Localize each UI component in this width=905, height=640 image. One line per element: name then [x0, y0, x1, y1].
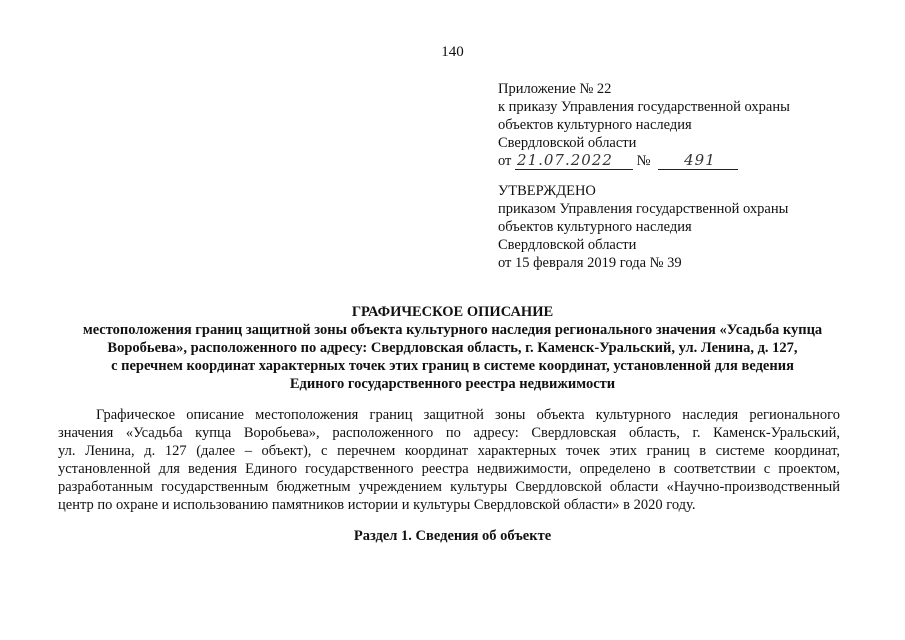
- number-field: [658, 153, 738, 170]
- appendix-line: к приказу Управления государственной охраны: [498, 99, 790, 115]
- document-title: [40, 303, 865, 393]
- approved-label: УТВЕРЖДЕНО: [498, 183, 596, 199]
- title-line: ГРАФИЧЕСКОЕ ОПИСАНИЕ: [351, 304, 554, 320]
- appendix-line: Приложение № 22: [498, 81, 612, 97]
- paragraph-line: разработанным государственным бюджетным учреждением культуры Свердловской области «Научно-производственный: [58, 479, 840, 495]
- paragraph-line: ул. Ленина, д. 127 (далее – объект), с перечнем координат характерных точек этих границ в системе координат,: [58, 443, 840, 459]
- body-paragraph: [58, 406, 840, 514]
- number-prefix: №: [636, 153, 651, 169]
- appendix-line: объектов культурного наследия: [498, 117, 692, 133]
- handwritten-date: 21.07.2022: [517, 151, 613, 169]
- date-field: [515, 153, 633, 170]
- approved-header: [498, 182, 858, 272]
- date-prefix: от: [498, 153, 512, 169]
- title-line: с перечнем координат характерных точек этих границ в системе координат, установленной для ведения: [111, 358, 794, 374]
- paragraph-line: центр по охране и использованию памятников истории и культуры Свердловской области» в 2020 году.: [58, 497, 696, 513]
- section-heading: Раздел 1. Сведения об объекте: [353, 528, 552, 544]
- title-line: местоположения границ защитной зоны объекта культурного наследия регионального значения «Усадьба купца: [82, 322, 823, 338]
- paragraph-line: установленной для ведения Единого государственного реестра недвижимости, определено в соответствии с проектом,: [58, 461, 840, 477]
- appendix-date-line: [498, 152, 858, 170]
- paragraph-line: Графическое описание местоположения границ защитной зоны объекта культурного наследия регионального: [96, 407, 840, 423]
- title-line: Единого государственного реестра недвижимости: [289, 376, 616, 392]
- approved-line: от 15 февраля 2019 года № 39: [498, 255, 682, 271]
- paragraph-line: значения «Усадьба купца Воробьева», расположенного по адресу: Свердловская область, г. Каменск-Уральский,: [58, 425, 840, 441]
- approved-line: объектов культурного наследия: [498, 219, 692, 235]
- handwritten-number: 491: [684, 151, 716, 169]
- approved-line: Свердловской области: [498, 237, 637, 253]
- appendix-line: Свердловской области: [498, 135, 637, 151]
- title-line: Воробьева», расположенного по адресу: Свердловская область, г. Каменск-Уральский, ул. Ленина, д. 127,: [107, 340, 798, 356]
- appendix-header: [498, 80, 858, 170]
- page-number: 140: [441, 44, 464, 60]
- approved-line: приказом Управления государственной охраны: [498, 201, 789, 217]
